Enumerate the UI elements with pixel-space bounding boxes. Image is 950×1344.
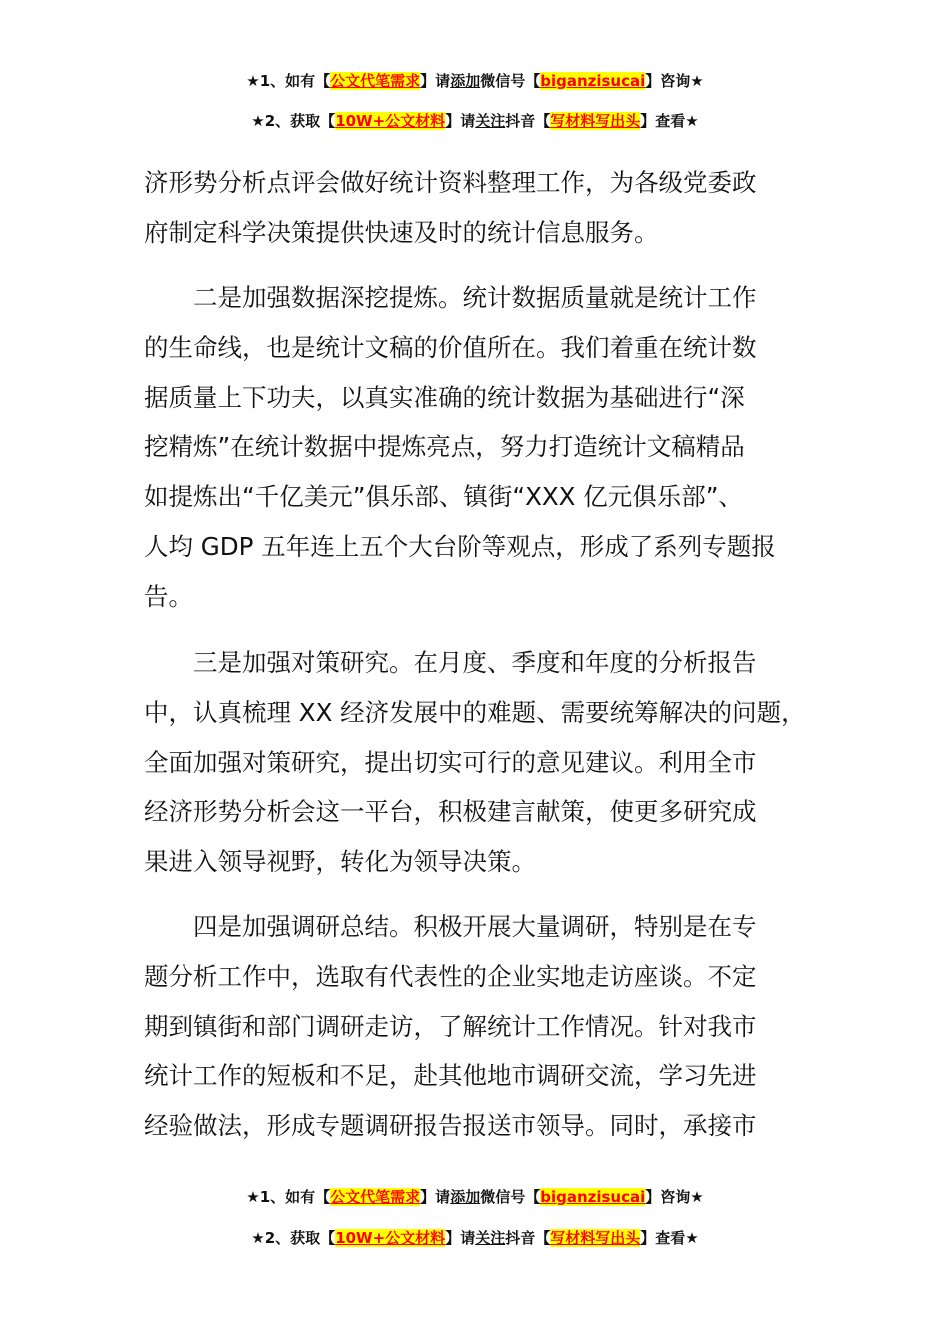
footer-ad-line-1 (0, 1186, 950, 1208)
ad-text: 抖音【 (505, 1229, 551, 1247)
header-ad-line-1 (0, 70, 950, 92)
paragraph-3 (144, 638, 834, 887)
ad-emphasis: 关注 (475, 1229, 506, 1247)
ad-text: ★2、获取【 (251, 1229, 336, 1247)
ad-highlight: 公文代笔需求 (330, 1188, 421, 1206)
text-line: 经验做法，形成专题调研报告报送市领导。同时，承接市 (144, 1111, 757, 1141)
text-line: 经济形势分析会这一平台，积极建言献策，使更多研究成 (144, 797, 757, 827)
ad-text: 】请 (445, 1229, 476, 1247)
ad-text: 】请 (420, 1188, 451, 1206)
ad-text: 】请 (420, 72, 451, 90)
ad-highlight: biganzisucai (540, 1188, 646, 1206)
ad-highlight: 写材料写出头 (550, 1229, 641, 1247)
text-line: 统计工作的短板和不足，赴其他地市调研交流，学习先进 (144, 1061, 757, 1091)
text-line: 全面加强对策研究，提出切实可行的意见建议。利用全市 (144, 747, 757, 777)
text-line: 济形势分析点评会做好统计资料整理工作，为各级党委政 (144, 168, 757, 197)
ad-text: 抖音【 (505, 112, 551, 130)
text-line: 的生命线，也是统计文稿的价值所在。我们着重在统计数 (144, 332, 757, 362)
text-line: 二是加强数据深挖提炼。统计数据质量就是统计工作 (144, 283, 757, 312)
ad-text: ★1、如有【 (246, 1188, 331, 1206)
text-line: 四是加强调研总结。积极开展大量调研，特别是在专 (144, 912, 757, 941)
text-line: 人均 GDP 五年连上五个大台阶等观点，形成了系列专题报 (144, 531, 776, 561)
ad-text: 微信号【 (480, 1188, 541, 1206)
ad-highlight: 写材料写出头 (550, 112, 641, 130)
text-line: 挖精炼”在统计数据中提炼亮点，努力打造统计文稿精品 (144, 432, 745, 462)
text-line: 果进入领导视野，转化为领导决策。 (144, 847, 536, 877)
ad-text: 】查看★ (640, 1229, 699, 1247)
text-line: 中，认真梳理 XX 经济发展中的难题、需要统筹解决的问题， (144, 697, 806, 727)
footer-ad-line-2 (0, 1227, 950, 1249)
text-line: 如提炼出“千亿美元”俱乐部、镇街“XXX 亿元俱乐部”、 (144, 482, 743, 512)
text-line: 据质量上下功夫，以真实准确的统计数据为基础进行“深 (144, 382, 745, 412)
ad-emphasis: 添加 (450, 72, 481, 90)
ad-text: 微信号【 (480, 72, 541, 90)
paragraph-2 (144, 273, 834, 622)
ad-text: 】查看★ (640, 112, 699, 130)
ad-text: ★1、如有【 (246, 72, 331, 90)
ad-highlight: 公文代笔需求 (330, 72, 421, 90)
ad-text: 】咨询★ (645, 1188, 704, 1206)
ad-text: 】请 (445, 112, 476, 130)
text-line: 期到镇街和部门调研走访，了解统计工作情况。针对我市 (144, 1011, 757, 1041)
paragraph-1 (144, 158, 834, 258)
ad-emphasis: 添加 (450, 1188, 481, 1206)
ad-highlight: 10W+公文材料 (335, 112, 446, 130)
text-line: 府制定科学决策提供快速及时的统计信息服务。 (144, 217, 659, 247)
ad-highlight: biganzisucai (540, 72, 646, 90)
text-line: 题分析工作中，选取有代表性的企业实地走访座谈。不定 (144, 961, 757, 991)
text-line: 告。 (144, 581, 193, 611)
ad-emphasis: 关注 (475, 112, 506, 130)
paragraph-4 (144, 902, 834, 1151)
header-ad-line-2 (0, 110, 950, 132)
ad-highlight: 10W+公文材料 (335, 1229, 446, 1247)
text-line: 三是加强对策研究。在月度、季度和年度的分析报告 (144, 648, 757, 677)
ad-text: 】咨询★ (645, 72, 704, 90)
ad-text: ★2、获取【 (251, 112, 336, 130)
